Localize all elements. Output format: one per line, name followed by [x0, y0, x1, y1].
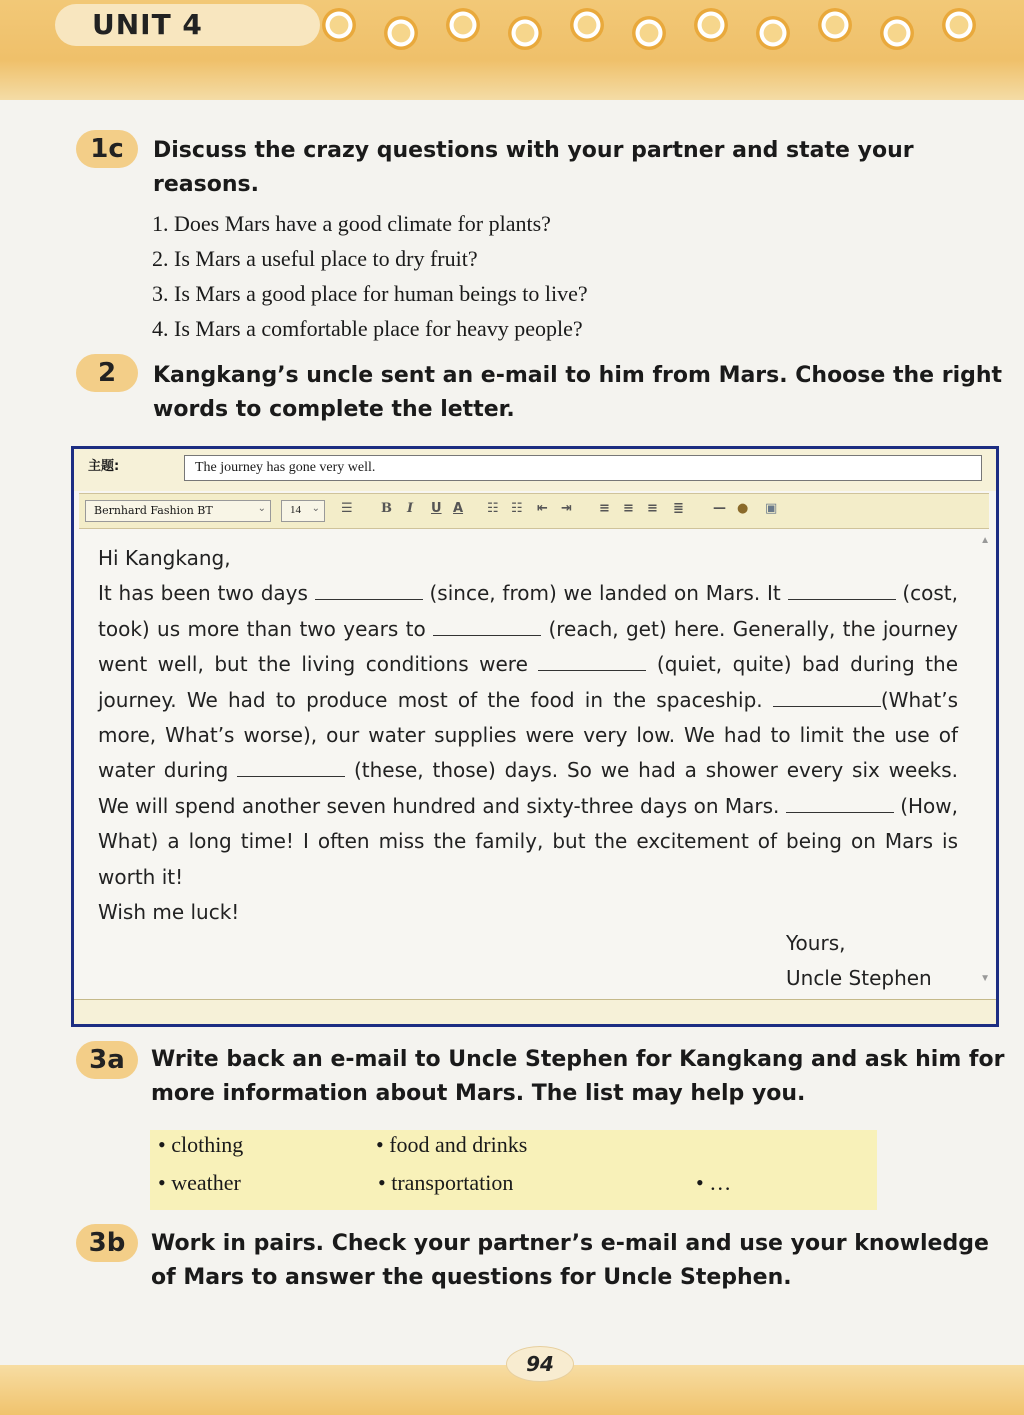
text-run: (quiet, quite) bad during the journey. We had to produce most of the food in the spaceship.: [98, 652, 959, 712]
question-1: 1. Does Mars have a good climate for plants?: [152, 211, 551, 236]
bullet-list-icon[interactable]: ☷: [511, 501, 523, 516]
section-number-2: 2: [76, 354, 138, 392]
numbered-list-icon[interactable]: ☷: [487, 501, 499, 516]
decorative-circle-icon: [508, 16, 542, 50]
section-2-heading-line2: words to complete the letter.: [153, 397, 515, 422]
email-body[interactable]: [98, 541, 958, 930]
section-3a-heading-line1: Write back an e-mail to Uncle Stephen for Kangkang and ask him for: [151, 1047, 1005, 1072]
text-run: (What’s more, What’s worse), our water supplies were very low. We had to limit the use of water during: [98, 687, 958, 783]
align-center-icon[interactable]: ≡: [623, 501, 634, 516]
answer-blank-7[interactable]: [786, 794, 894, 813]
decorative-circle-icon: [818, 8, 852, 42]
section-2-heading-line1: Kangkang’s uncle sent an e-mail to him from Mars. Choose the right: [153, 363, 1003, 388]
answer-blank-1[interactable]: [315, 581, 423, 600]
email-signoff: Yours,: [786, 931, 846, 955]
scroll-down-icon[interactable]: ▼: [980, 973, 990, 984]
align-left-icon[interactable]: ≡: [599, 501, 610, 516]
question-2: 2. Is Mars a useful place to dry fruit?: [152, 246, 478, 271]
email-paragraph: [98, 576, 958, 895]
section-1c-heading-line2: reasons.: [153, 172, 259, 197]
image-icon[interactable]: ▣: [765, 501, 778, 516]
decorative-circle-icon: [384, 16, 418, 50]
subject-field[interactable]: [184, 455, 982, 481]
answer-blank-6[interactable]: [237, 758, 345, 777]
decorative-circle-icon: [632, 16, 666, 50]
question-4: 4. Is Mars a comfortable place for heavy people?: [152, 316, 583, 341]
subject-row: [74, 449, 996, 491]
list-item: • clothing: [158, 1132, 244, 1157]
chevron-down-icon: ⌄: [311, 503, 320, 514]
list-item: • transportation: [378, 1170, 514, 1195]
list-item: • food and drinks: [376, 1132, 528, 1157]
email-status-bar: [74, 999, 996, 1024]
section-number-3a: 3a: [76, 1041, 138, 1079]
answer-blank-5[interactable]: [773, 688, 881, 707]
text-run: (reach, get) here. Generally, the journey went well, but the living conditions were: [98, 616, 959, 677]
answer-blank-2[interactable]: [788, 581, 896, 600]
format-painter-icon[interactable]: ☰: [341, 501, 353, 516]
font-size-select[interactable]: [281, 500, 325, 522]
bold-icon[interactable]: B: [381, 501, 392, 516]
scroll-up-icon[interactable]: ▲: [980, 535, 990, 546]
email-closing-line: Wish me luck!: [98, 900, 240, 925]
answer-blank-4[interactable]: [538, 652, 646, 671]
answer-blank-3[interactable]: [433, 617, 541, 636]
unit-title: UNIT 4: [92, 8, 203, 41]
font-family-value: Bernhard Fashion BT: [94, 504, 213, 517]
underline-icon[interactable]: U: [431, 501, 442, 516]
question-3: 3. Is Mars a good place for human beings to live?: [152, 281, 588, 306]
text-run: (since, from) we landed on Mars. It: [422, 581, 788, 606]
page-number: 94: [506, 1346, 574, 1382]
decorative-circle-icon: [694, 8, 728, 42]
section-3b-heading-line1: Work in pairs. Check your partner’s e-mail and use your knowledge: [151, 1231, 989, 1256]
section-3a-heading-line2: more information about Mars. The list may help you.: [151, 1081, 806, 1106]
list-item: • weather: [158, 1170, 241, 1195]
decorative-circle-icon: [880, 16, 914, 50]
italic-icon[interactable]: I: [407, 501, 414, 516]
chevron-down-icon: ⌄: [257, 503, 266, 514]
editor-toolbar: [79, 493, 989, 529]
email-greeting: Hi Kangkang,: [98, 546, 231, 570]
text-run: (these, those) days. So we had a shower every six weeks. We will spend another seven hundred and sixty-three days on Mars.: [98, 758, 958, 818]
text-run: (cost, took) us more than two years to: [98, 581, 958, 641]
font-family-select[interactable]: [85, 500, 271, 522]
section-1c-heading-line1: Discuss the crazy questions with your partner and state your: [153, 138, 914, 163]
indent-icon[interactable]: ⇥: [561, 501, 572, 516]
decorative-circle-icon: [756, 16, 790, 50]
font-color-icon[interactable]: A: [453, 501, 464, 516]
text-run: It has been two days: [98, 581, 315, 606]
decorative-circles: [318, 4, 1024, 54]
list-item: • …: [696, 1170, 732, 1195]
subject-label: 主题:: [88, 459, 120, 474]
email-signature: Uncle Stephen: [786, 966, 932, 990]
section-number-3b: 3b: [76, 1224, 138, 1262]
decorative-circle-icon: [570, 8, 604, 42]
decorative-circle-icon: [942, 8, 976, 42]
outdent-icon[interactable]: ⇤: [537, 501, 548, 516]
justify-icon[interactable]: ≣: [673, 501, 684, 516]
font-size-value: 14: [290, 504, 301, 516]
horizontal-rule-icon[interactable]: —: [713, 501, 726, 516]
subject-text: The journey has gone very well.: [195, 460, 376, 475]
section-3b-heading-line2: of Mars to answer the questions for Uncle Stephen.: [151, 1265, 792, 1290]
section-number-1c: 1c: [76, 130, 138, 168]
text-run: (How, What) a long time! I often miss the family, but the excitement of being on Mars is worth it!: [98, 793, 958, 889]
decorative-circle-icon: [322, 8, 356, 42]
align-right-icon[interactable]: ≡: [647, 501, 658, 516]
topic-list-box: [150, 1130, 877, 1210]
link-icon[interactable]: ●: [737, 501, 749, 516]
decorative-circle-icon: [446, 8, 480, 42]
email-window: [71, 446, 999, 1027]
